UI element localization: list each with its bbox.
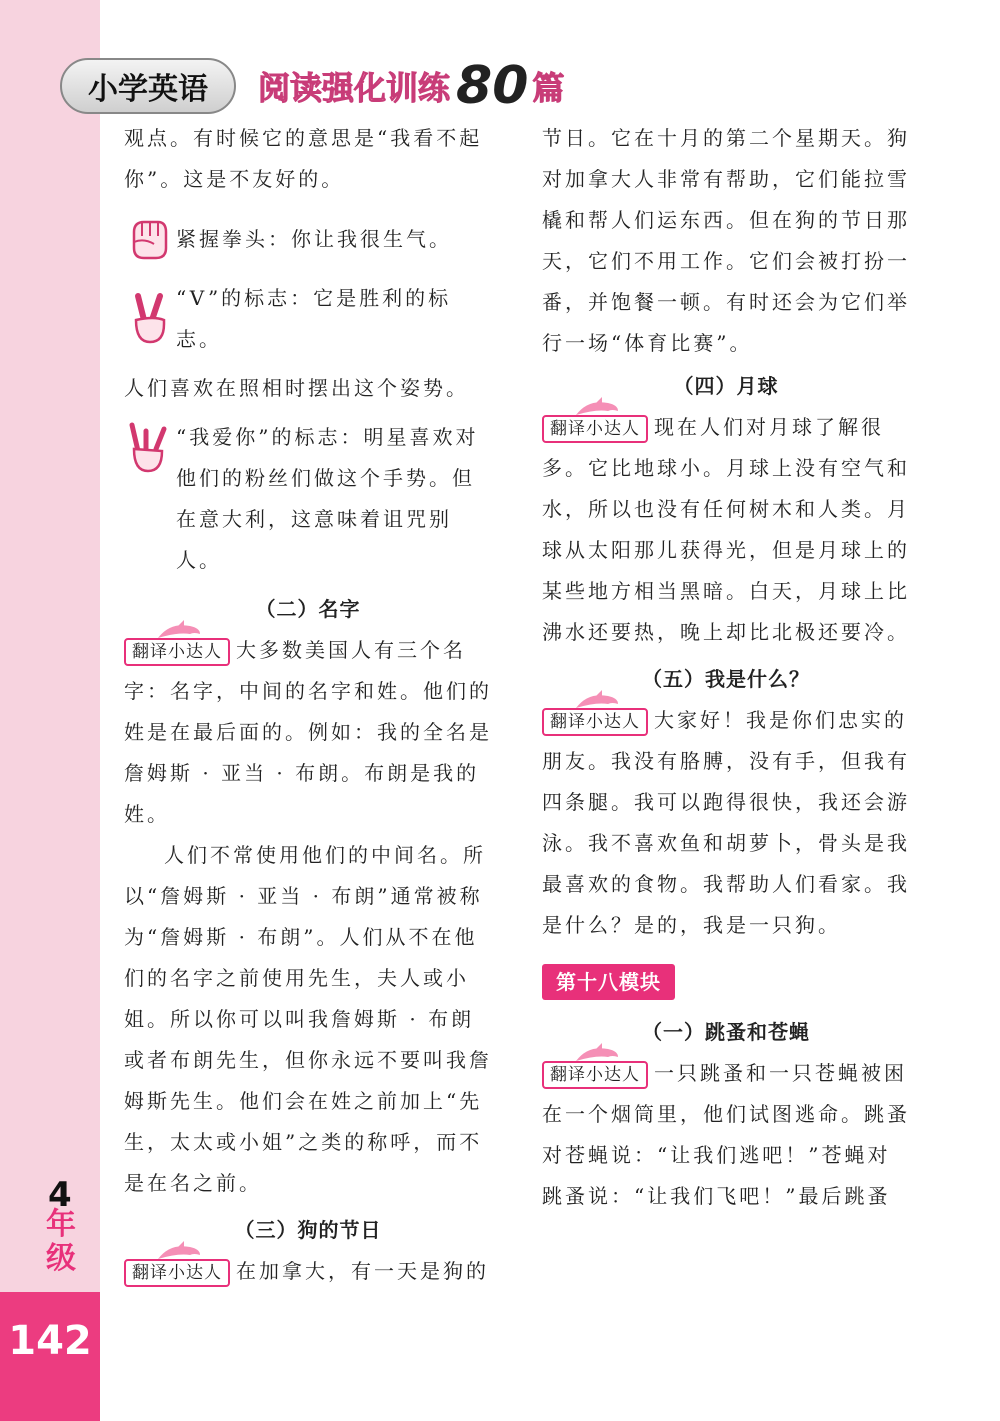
translate-badge-label: 翻译小达人	[550, 1064, 640, 1085]
dolphin-icon	[156, 1241, 202, 1263]
header-count: 80	[456, 56, 529, 116]
right-column	[542, 118, 910, 1217]
gesture-fist	[124, 208, 492, 270]
translate-badge-label: 翻译小达人	[132, 1262, 222, 1283]
what-am-i-paragraph	[542, 700, 910, 946]
translate-badge	[542, 708, 648, 736]
dog-day-paragraph-start	[124, 1251, 492, 1292]
translate-badge-label: 翻译小达人	[550, 711, 640, 732]
names-paragraph-2: 人们不常使用他们的中间名。所以“詹姆斯 · 亚当 · 布朗”通常被称为“詹姆斯 · 布朗”。人们从不在他们的名字之前使用先生，夫人或小姐。所以你可以叫我詹姆斯 · 布朗或者布朗先生，但你永远不要叫我詹姆斯先生。他们会在姓之前加上“先生，太太或小姐”之类的称呼，而不是在名之前。	[124, 843, 492, 1195]
dolphin-icon	[574, 397, 620, 419]
header-subject: 小学英语	[60, 58, 236, 114]
moon-paragraph	[542, 407, 910, 653]
header-suffix: 篇	[532, 69, 565, 107]
dolphin-icon	[574, 690, 620, 712]
grade-number: 4	[48, 1175, 72, 1215]
gesture-victory-text: “V”的标志：它是胜利的标志。	[176, 286, 452, 351]
heading-moon: （四）月球	[673, 374, 779, 398]
translate-badge	[124, 638, 230, 666]
translate-badge-label: 翻译小达人	[550, 418, 640, 439]
fist-icon	[124, 212, 174, 266]
what-am-i-text: 大家好！我是你们忠实的朋友。我没有胳膊，没有手，但我有四条腿。我可以跑得很快，我还会游泳。我不喜欢鱼和胡萝卜，骨头是我最喜欢的食物。我帮助人们看家。我是什么？是的，我是一只狗。	[542, 708, 910, 937]
header-series: 阅读强化训练	[258, 69, 451, 107]
moon-text: 现在人们对月球了解很多。它比地球小。月球上没有空气和水，所以也没有任何树木和人类。月球从太阳那儿获得光，但是月球上的某些地方相当黑暗。白天，月球上比沸水还要热，晚上却比北极还要冷。	[542, 415, 910, 644]
page-number: 142	[8, 1318, 92, 1364]
translate-badge-label: 翻译小达人	[132, 641, 222, 662]
translate-badge	[542, 415, 648, 443]
gesture-love	[124, 417, 492, 581]
names-paragraph-1-text: 大多数美国人有三个名字：名字，中间的名字和姓。他们的姓是在最后面的。例如：我的全名是詹姆斯 · 亚当 · 布朗。布朗是我的姓。	[124, 638, 492, 826]
heading-what-am-i: （五）我是什么？	[642, 667, 810, 691]
module-badge: 第十八模块	[542, 964, 675, 1000]
gesture-love-text: “我爱你”的标志：明星喜欢对他们的粉丝们做这个手势。但在意大利，这意味着诅咒别人。	[176, 425, 479, 572]
intro-text: 观点。有时候它的意思是“我看不起你”。这是不友好的。	[124, 126, 483, 191]
flea-fly-text: 一只跳蚤和一只苍蝇被困在一个烟筒里，他们试图逃命。跳蚤对苍蝇说：“让我们逃吧！”苍蝇对跳蚤说：“让我们飞吧！”最后跳蚤	[542, 1061, 910, 1208]
heading-flea-fly: （一）跳蚤和苍蝇	[642, 1020, 810, 1044]
dolphin-icon	[156, 620, 202, 642]
dog-day-start-text: 在加拿大，有一天是狗的	[236, 1259, 489, 1283]
translate-badge	[542, 1061, 648, 1089]
names-paragraph-1	[124, 630, 492, 835]
love-sign-hand-icon	[124, 421, 174, 475]
victory-continued-text: 人们喜欢在照相时摆出这个姿势。	[124, 376, 469, 400]
gesture-victory	[124, 278, 492, 360]
dog-day-continued: 节日。它在十月的第二个星期天。狗对加拿大人非常有帮助，它们能拉雪橇和帮人们运东西。但在狗的节日那天，它们不用工作。它们会被打扮一番，并饱餐一顿。有时还会为它们举行一场“体育比赛”。	[542, 126, 910, 355]
translate-badge	[124, 1259, 230, 1287]
flea-fly-paragraph	[542, 1053, 910, 1217]
grade-label: 年级	[46, 1207, 76, 1276]
heading-names: （二）名字	[255, 597, 361, 621]
gesture-fist-text: 紧握拳头：你让我很生气。	[176, 226, 452, 251]
heading-dog-day: （三）狗的节日	[234, 1218, 382, 1242]
victory-hand-icon	[124, 292, 174, 346]
left-column	[124, 118, 492, 1292]
page-header	[60, 55, 564, 117]
dolphin-icon	[574, 1043, 620, 1065]
